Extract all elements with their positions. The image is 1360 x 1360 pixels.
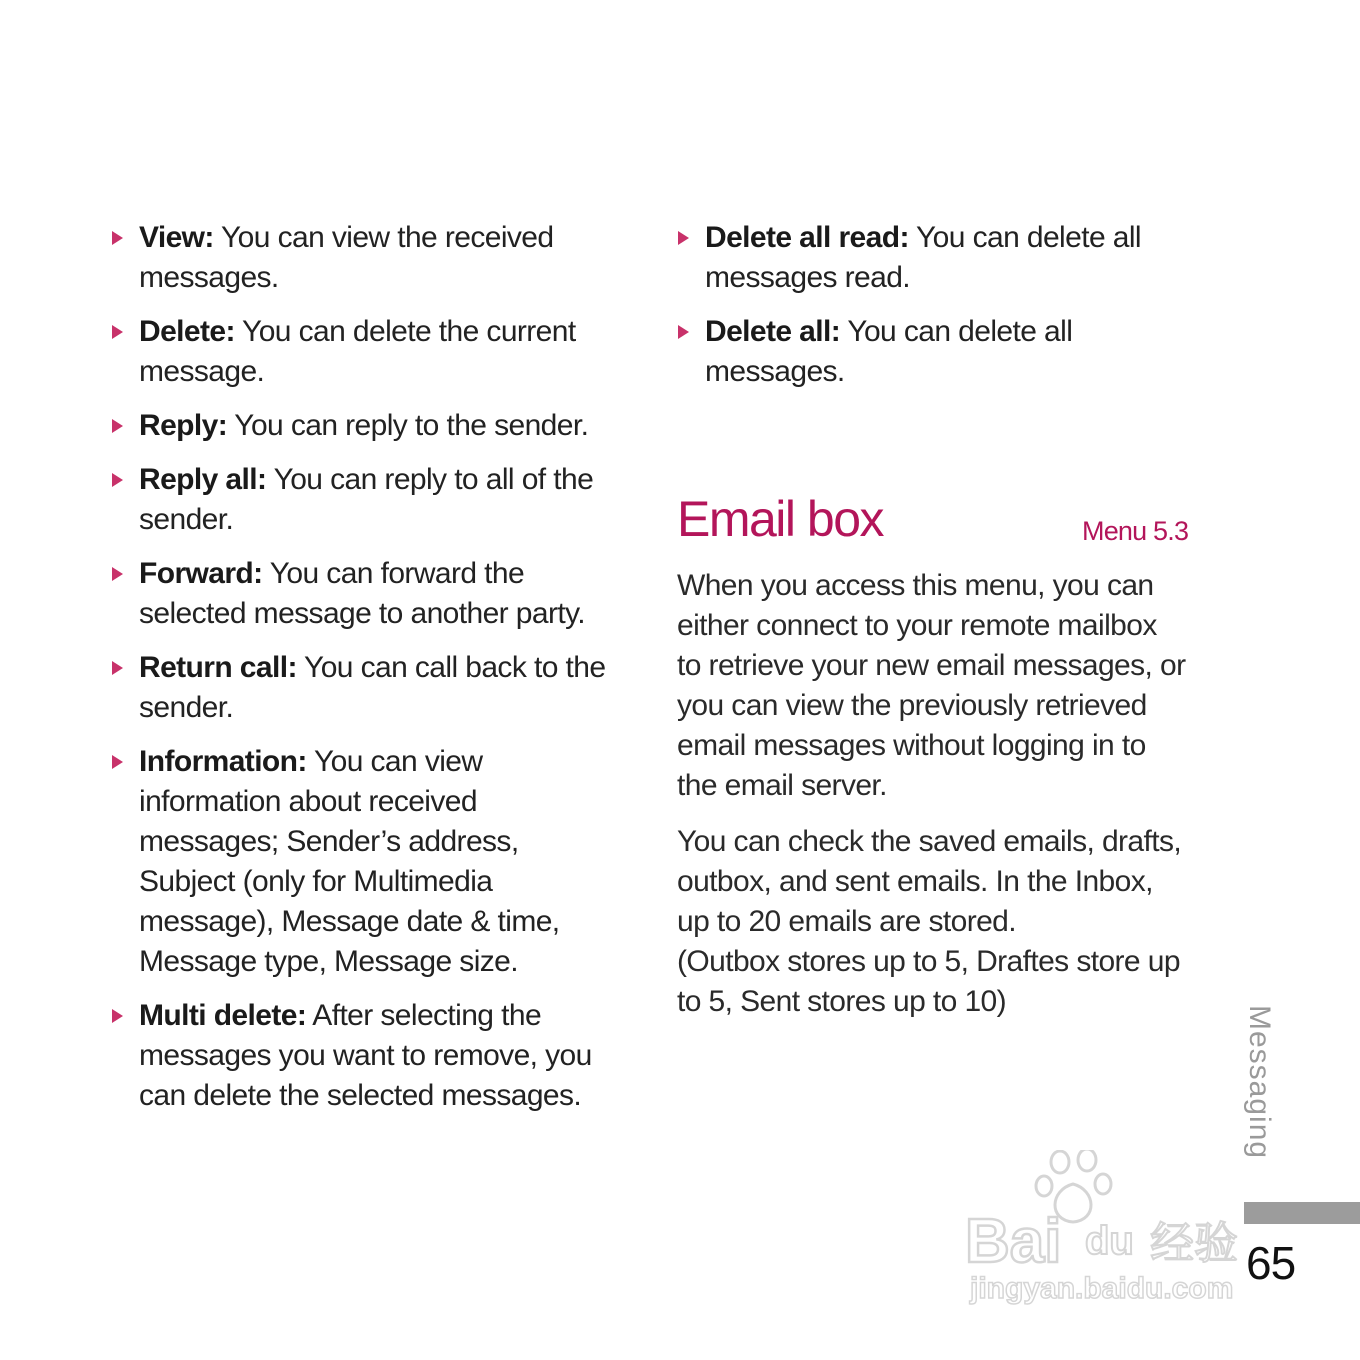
section-paragraph-group (677, 822, 1187, 1022)
item-term: Delete: (139, 315, 235, 348)
bullet-triangle-icon (678, 325, 689, 339)
item-text: You can delete all messages. (705, 315, 1073, 388)
menu-reference: Menu 5.3 (1082, 516, 1189, 546)
list-item (112, 742, 612, 982)
left-column (112, 218, 612, 1130)
item-text: You can forward the selected message to another party. (139, 557, 585, 630)
bullet-triangle-icon (112, 473, 123, 487)
list-item (112, 406, 612, 446)
svg-text:jingyan.baidu.com: jingyan.baidu.com (970, 1272, 1234, 1305)
svg-text:经验: 经验 (1150, 1218, 1238, 1269)
list-item (678, 312, 1178, 392)
item-text: You can call back to the sender. (139, 651, 606, 724)
bullet-triangle-icon (112, 419, 123, 433)
list-item (112, 218, 612, 298)
bullet-triangle-icon (112, 231, 123, 245)
item-term: Delete all read: (705, 221, 909, 254)
section-paragraph: When you access this menu, you can either connect to your remote mailbox to retrieve your new email messages, or you can view the previously retrieved email messages without logging in to the email server. (677, 569, 1186, 802)
baidu-watermark-logo (960, 1150, 1280, 1310)
item-term: Reply all: (139, 463, 267, 496)
item-text: You can view the received messages. (139, 221, 554, 294)
item-term: View: (139, 221, 214, 254)
list-item (112, 554, 612, 634)
item-text: You can delete all messages read. (705, 221, 1141, 294)
bullet-triangle-icon (112, 661, 123, 675)
item-term: Return call: (139, 651, 297, 684)
item-term: Reply: (139, 409, 228, 442)
item-term: Forward: (139, 557, 263, 590)
bullet-triangle-icon (112, 1009, 123, 1023)
bullet-triangle-icon (112, 755, 123, 769)
item-text: After selecting the messages you want to remove, you can delete the selected messages. (139, 999, 592, 1112)
page-number: 65 (1246, 1237, 1296, 1289)
section-paragraph: You can check the saved emails, drafts, outbox, and sent emails. In the Inbox, up to 20 emails are stored. (677, 825, 1182, 938)
list-item (112, 648, 612, 728)
item-text: You can reply to the sender. (227, 409, 589, 442)
item-term: Delete all: (705, 315, 841, 348)
item-term: Information: (139, 745, 307, 778)
chapter-side-tab (1238, 1005, 1278, 1160)
bullet-triangle-icon (112, 567, 123, 581)
chapter-label: Messaging (1243, 1005, 1276, 1160)
section-paragraph: (Outbox stores up to 5, Draftes store up to 5, Sent stores up to 10) (677, 945, 1180, 1018)
list-item (678, 218, 1178, 298)
item-term: Multi delete: (139, 999, 307, 1032)
bullet-triangle-icon (112, 325, 123, 339)
item-text: You can reply to all of the sender. (139, 463, 594, 536)
bullet-triangle-icon (678, 231, 689, 245)
item-text: You can view information about received messages; Sender’s address, Subject (only for Multimedia message), Message date & time, Message type, Message size. (139, 745, 560, 978)
section-title: Email box (677, 491, 884, 547)
right-column (678, 218, 1178, 406)
svg-text:du: du (1085, 1219, 1134, 1263)
list-item (112, 996, 612, 1116)
list-item (112, 312, 612, 392)
svg-text:Bai: Bai (965, 1207, 1062, 1276)
item-text: You can delete the current message. (139, 315, 576, 388)
list-item (112, 460, 612, 540)
